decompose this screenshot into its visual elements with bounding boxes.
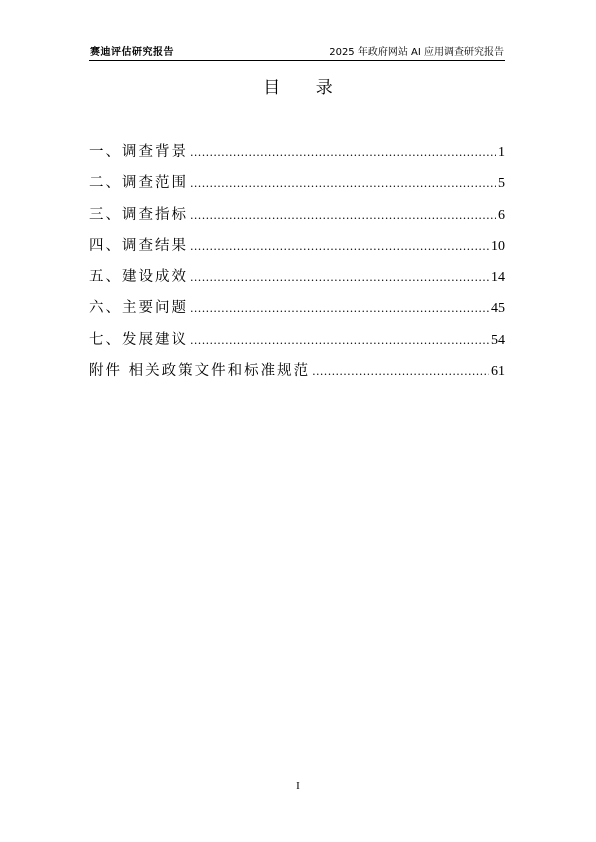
toc-entry-page: 54 [491, 332, 505, 348]
table-of-contents [89, 142, 505, 392]
toc-leader-dots [190, 237, 489, 257]
toc-entry-background[interactable] [89, 142, 505, 173]
toc-entry-scope[interactable] [89, 173, 505, 204]
page-header [89, 40, 505, 61]
toc-entry-indicators[interactable] [89, 205, 505, 236]
toc-entry-label: 附件 相关政策文件和标准规范 [89, 363, 311, 380]
toc-entry-label: 一、调查背景 [89, 144, 188, 160]
toc-title: 目 录 [263, 78, 348, 98]
toc-entry-recommendations[interactable] [89, 330, 505, 361]
toc-entry-page: 45 [491, 301, 505, 317]
toc-entry-label: 三、调查指标 [89, 206, 188, 223]
toc-entry-page: 61 [491, 364, 505, 380]
header-publisher: 赛迪评估研究报告 [90, 47, 174, 58]
toc-entry-issues[interactable] [89, 298, 505, 329]
toc-entry-achievements[interactable] [89, 267, 505, 298]
toc-leader-dots [190, 299, 489, 319]
toc-entry-label: 六、主要问题 [89, 300, 188, 317]
toc-leader-dots [190, 174, 496, 194]
toc-entry-page: 6 [498, 207, 505, 223]
toc-entry-label: 二、调查范围 [89, 175, 188, 192]
toc-leader-dots [190, 331, 489, 351]
toc-leader-dots [190, 268, 489, 288]
toc-entry-page: 10 [491, 238, 505, 254]
page-number: I [296, 780, 300, 792]
toc-entry-appendix[interactable] [89, 361, 505, 392]
toc-leader-dots [190, 143, 496, 163]
toc-leader-dots [312, 362, 489, 382]
toc-entry-label: 五、建设成效 [89, 269, 188, 286]
header-report-title: 2025 年政府网站 AI 应用调查研究报告 [329, 47, 504, 58]
toc-entry-results[interactable] [89, 236, 505, 267]
toc-leader-dots [190, 206, 496, 226]
toc-entry-page: 14 [491, 270, 505, 286]
toc-entry-page: 5 [498, 176, 505, 192]
toc-entry-label: 四、调查结果 [89, 237, 188, 254]
toc-entry-page: 1 [498, 145, 505, 160]
toc-entry-label: 七、发展建议 [89, 331, 188, 348]
